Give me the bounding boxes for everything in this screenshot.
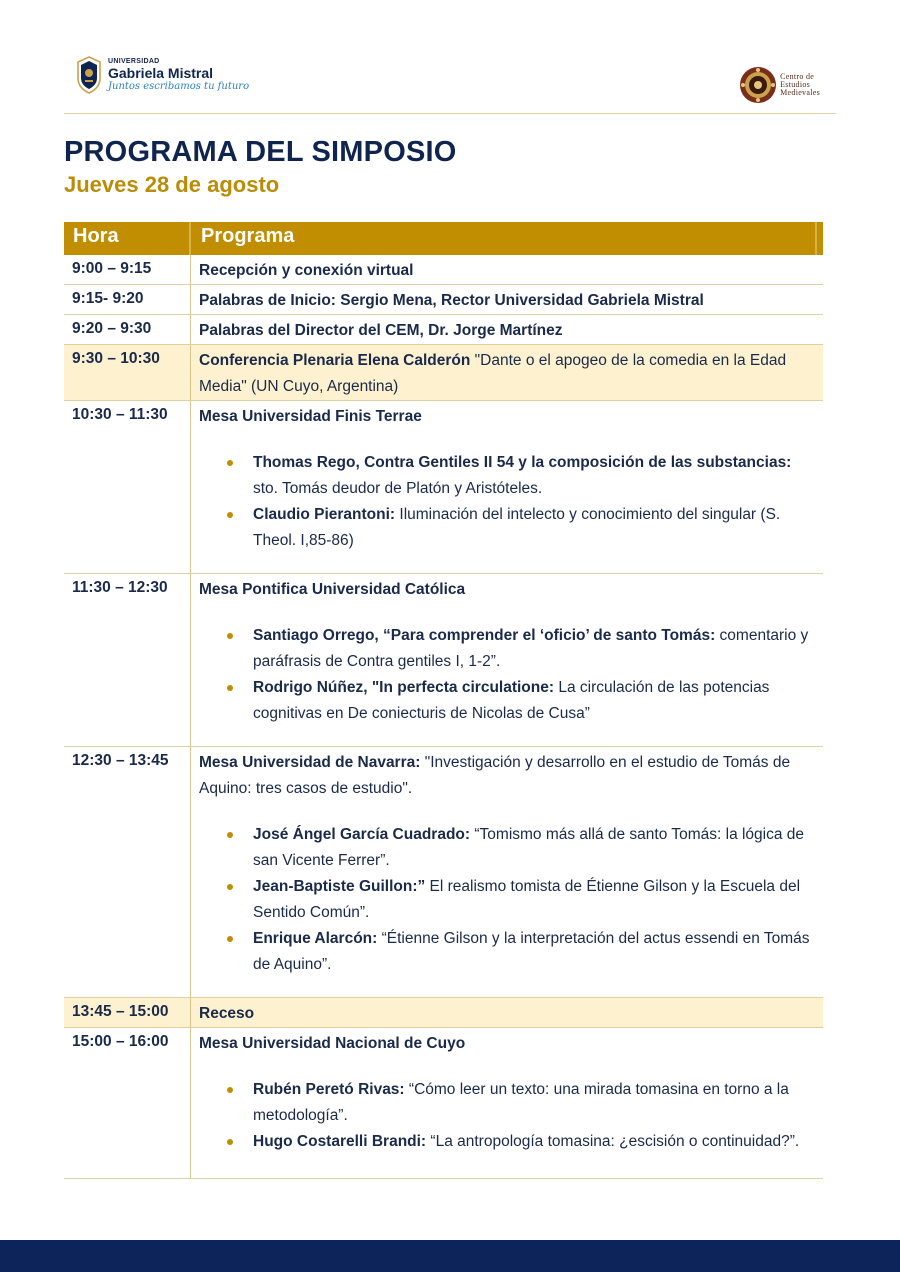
speaker-name: Jean-Baptiste Guillon:” (253, 878, 426, 895)
footer-bar (0, 1240, 900, 1272)
cem-seal-icon (739, 66, 777, 104)
speaker-name: Thomas Rego, Contra Gentiles II 54 y la composición de las substancias: (253, 454, 792, 471)
table-row (64, 315, 823, 345)
row-title: Recepción y conexión virtual (199, 262, 414, 279)
cem-logo (739, 66, 820, 104)
row-time: 12:30 – 13:45 (64, 747, 191, 997)
row-time: 9:30 – 10:30 (64, 345, 191, 400)
column-divider (189, 222, 191, 255)
row-title: Receso (199, 1005, 255, 1022)
speaker-item (199, 623, 815, 675)
page-header (64, 52, 836, 114)
ugm-crest-icon (76, 56, 102, 94)
column-header-hora: Hora (73, 225, 119, 247)
row-title: Palabras de Inicio: Sergio Mena, Rector Universidad Gabriela Mistral (199, 292, 704, 309)
speaker-list (199, 1077, 815, 1155)
row-program (191, 998, 823, 1027)
speaker-item (199, 450, 815, 502)
ugm-logo-tagline: Juntos escribamos tu futuro (108, 81, 250, 92)
table-header (64, 222, 823, 255)
row-title: Mesa Universidad Nacional de Cuyo (199, 1035, 466, 1052)
row-time: 9:15- 9:20 (64, 285, 191, 314)
speaker-topic: “Tomismo más allá de santo Tomás: la lógica de san Vicente Ferrer”. (253, 826, 805, 869)
table-row (64, 574, 823, 747)
speaker-name: Rodrigo Núñez, "In perfecta circulatione: (253, 679, 555, 696)
table-row (64, 285, 823, 315)
speaker-topic: El realismo tomista de Étienne Gilson y la Escuela del Sentido Común”. (253, 878, 801, 921)
row-program (191, 1028, 823, 1178)
row-title: Mesa Universidad de Navarra: (199, 754, 421, 771)
speaker-item (199, 1129, 815, 1155)
column-header-programa: Programa (201, 225, 295, 247)
row-program (191, 345, 823, 400)
speaker-list (199, 450, 815, 554)
speaker-topic: sto. Tomás deudor de Platón y Aristóteles. (253, 480, 543, 497)
row-time: 15:00 – 16:00 (64, 1028, 191, 1178)
row-title: Conferencia Plenaria Elena Calderón (199, 352, 471, 369)
row-program (191, 315, 823, 344)
speaker-item (199, 822, 815, 874)
speaker-topic: Iluminación del intelecto y conocimiento del singular (S. Theol. I,85-86) (253, 506, 781, 549)
cem-text-line1: Centro de (780, 72, 815, 81)
speaker-name: Santiago Orrego, “Para comprender el ‘oficio’ de santo Tomás: (253, 627, 716, 644)
speaker-item (199, 926, 815, 978)
speaker-list (199, 822, 815, 978)
table-row (64, 255, 823, 285)
program-table (64, 222, 823, 1179)
speaker-topic: “La antropología tomasina: ¿escisión o continuidad?”. (426, 1133, 800, 1150)
speaker-name: Rubén Peretó Rivas: (253, 1081, 405, 1098)
column-divider (815, 222, 817, 255)
row-program (191, 255, 823, 284)
speaker-item (199, 502, 815, 554)
ugm-logo (76, 56, 249, 94)
row-time: 11:30 – 12:30 (64, 574, 191, 746)
speaker-item (199, 1077, 815, 1129)
speaker-list (199, 623, 815, 727)
row-program (191, 747, 823, 997)
speaker-topic: comentario y paráfrasis de Contra gentiles I, 1-2”. (253, 627, 809, 670)
speaker-topic: “Étienne Gilson y la interpretación del actus essendi en Tomás de Aquino”. (253, 930, 810, 973)
speaker-name: José Ángel García Cuadrado: (253, 826, 471, 843)
ugm-logo-name: Gabriela Mistral (108, 65, 214, 81)
row-title: Palabras del Director del CEM, Dr. Jorge Martínez (199, 322, 563, 339)
row-title: Mesa Pontifica Universidad Católica (199, 581, 466, 598)
row-time: 9:00 – 9:15 (64, 255, 191, 284)
speaker-name: Claudio Pierantoni: (253, 506, 396, 523)
row-program (191, 285, 823, 314)
table-row (64, 1028, 823, 1179)
row-program (191, 574, 823, 746)
row-time: 13:45 – 15:00 (64, 998, 191, 1027)
speaker-name: Hugo Costarelli Brandi: (253, 1133, 427, 1150)
row-description: "Dante o el apogeo de la comedia en la Edad Media" (UN Cuyo, Argentina) (199, 352, 787, 395)
row-title: Mesa Universidad Finis Terrae (199, 408, 422, 425)
page-subtitle: Jueves 28 de agosto (64, 172, 280, 197)
ugm-logo-small-text: UNIVERSIDAD (108, 58, 160, 65)
speaker-name: Enrique Alarcón: (253, 930, 378, 947)
cem-text-line2: Estudios (780, 80, 811, 89)
speaker-topic: “Cómo leer un texto: una mirada tomasina en torno a la metodología”. (253, 1081, 789, 1124)
page-title: PROGRAMA DEL SIMPOSIO (64, 136, 457, 168)
table-row (64, 401, 823, 574)
row-description: "Investigación y desarrollo en el estudio de Tomás de Aquino: tres casos de estudio". (199, 754, 791, 797)
row-time: 10:30 – 11:30 (64, 401, 191, 573)
speaker-item (199, 675, 815, 727)
table-row-highlighted (64, 998, 823, 1028)
table-row-highlighted (64, 345, 823, 401)
row-program (191, 401, 823, 573)
speaker-topic: La circulación de las potencias cognitivas en De coniecturis de Nicolas de Cusa” (253, 679, 770, 722)
cem-text-line3: Medievales (780, 88, 820, 97)
row-time: 9:20 – 9:30 (64, 315, 191, 344)
table-row (64, 747, 823, 998)
speaker-item (199, 874, 815, 926)
header-divider (64, 113, 836, 114)
